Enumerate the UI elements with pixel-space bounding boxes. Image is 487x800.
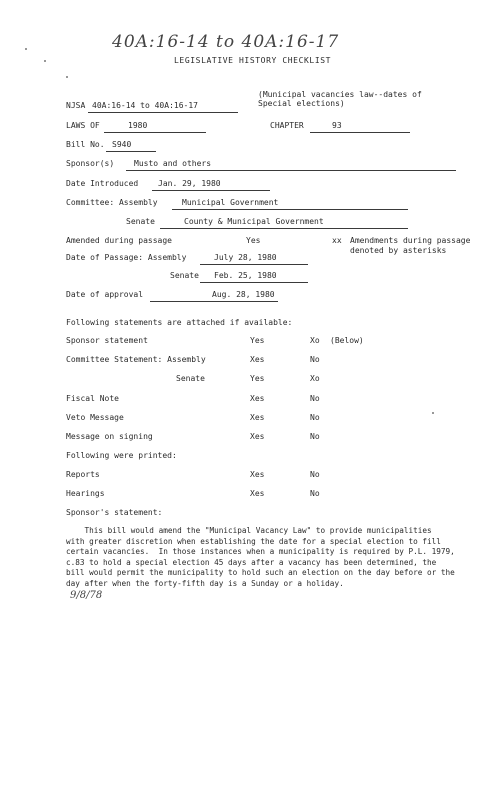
statement-label: Committee Statement: Assembly	[66, 355, 206, 364]
initials: 9/8/78	[70, 590, 103, 601]
passage-senate-value: Feb. 25, 1980	[214, 271, 277, 280]
statement-no: No	[310, 394, 320, 403]
njsa-underline	[88, 112, 238, 113]
date-introduced-value: Jan. 29, 1980	[158, 179, 221, 188]
attached-heading: Following statements are attached if available:	[66, 318, 293, 327]
statement-yes: Yes	[250, 336, 265, 345]
sponsor-value: Musto and others	[134, 159, 212, 168]
sponsor-label: Sponsor(s)	[66, 159, 115, 168]
sponsor-statement-text: This bill would amend the "Municipal Vacancy Law" to provide municipalities with greater discretion when establishing the date for a special election to fill certain vacancies. In those instances when a municipality is required by P.L. 1979, c.83 to hold a special election 45 days after a vacancy has been determined, the bill would permit the municipality to hold such an election on the day before or the day after when the forty-fifth day is a Sunday or a holiday.	[66, 526, 455, 588]
subject-note: (Municipal vacancies law--dates of Special elections)	[258, 90, 422, 108]
statement-yes: Xes	[250, 394, 265, 403]
statement-label: Fiscal Note	[66, 394, 119, 403]
statement-no: No	[310, 432, 320, 441]
handwritten-heading: 40A:16-14 to 40A:16-17	[112, 32, 340, 52]
page-title: LEGISLATIVE HISTORY CHECKLIST	[174, 56, 332, 65]
amended-label: Amended during passage	[66, 236, 172, 245]
printed-no: No	[310, 470, 320, 479]
approval-underline	[150, 301, 278, 302]
statement-label: Veto Message	[66, 413, 124, 422]
statement-yes: Xes	[250, 413, 265, 422]
statement-extra: (Below)	[330, 336, 364, 345]
laws-of-label: LAWS OF	[66, 121, 100, 130]
bill-value: S940	[112, 140, 132, 149]
statement-no: Xo	[310, 336, 320, 345]
date-introduced-underline	[152, 190, 270, 191]
committee-senate-underline	[160, 228, 408, 229]
statement-yes: Yes	[250, 374, 265, 383]
speck	[44, 60, 46, 62]
laws-of-value: 1980	[128, 121, 148, 130]
printed-yes: Xes	[250, 470, 265, 479]
passage-senate-underline	[200, 282, 308, 283]
printed-yes: Xes	[250, 489, 265, 498]
bill-label: Bill No.	[66, 140, 105, 149]
committee-assembly-underline	[172, 209, 408, 210]
committee-label: Committee: Assembly	[66, 198, 158, 207]
statement-label: Message on signing	[66, 432, 153, 441]
njsa-label: NJSA	[66, 101, 86, 110]
passage-assembly-underline	[200, 264, 308, 265]
statement-yes: Xes	[250, 432, 265, 441]
committee-assembly-value: Municipal Government	[182, 198, 279, 207]
statement-no: Xo	[310, 374, 320, 383]
amended-note-mark: xx	[332, 236, 342, 245]
passage-senate-label: Senate	[170, 271, 199, 280]
approval-label: Date of approval	[66, 290, 144, 299]
amended-value: Yes	[246, 236, 261, 245]
committee-senate-value: County & Municipal Government	[184, 217, 324, 226]
printed-no: No	[310, 489, 320, 498]
njsa-value: 40A:16-14 to 40A:16-17	[92, 101, 198, 110]
sponsor-underline	[126, 170, 456, 171]
chapter-underline	[310, 132, 410, 133]
date-introduced-label: Date Introduced	[66, 179, 139, 188]
approval-value: Aug. 28, 1980	[212, 290, 275, 299]
statement-no: No	[310, 355, 320, 364]
speck	[66, 76, 68, 78]
passage-label: Date of Passage: Assembly	[66, 253, 187, 262]
statement-label: Sponsor statement	[66, 336, 148, 345]
statement-yes: Xes	[250, 355, 265, 364]
amended-note: Amendments during passage denoted by asterisks	[350, 236, 471, 255]
speck	[25, 48, 27, 50]
speck	[432, 412, 434, 414]
chapter-label: CHAPTER	[270, 121, 304, 130]
statement-no: No	[310, 413, 320, 422]
chapter-value: 93	[332, 121, 342, 130]
laws-of-underline	[104, 132, 206, 133]
printed-label: Hearings	[66, 489, 105, 498]
printed-heading: Following were printed:	[66, 451, 177, 460]
sponsor-statement-heading: Sponsor's statement:	[66, 508, 163, 517]
passage-assembly-value: July 28, 1980	[214, 253, 277, 262]
bill-underline	[106, 151, 156, 152]
committee-senate-label: Senate	[126, 217, 155, 226]
printed-label: Reports	[66, 470, 100, 479]
statement-label: Senate	[176, 374, 205, 383]
